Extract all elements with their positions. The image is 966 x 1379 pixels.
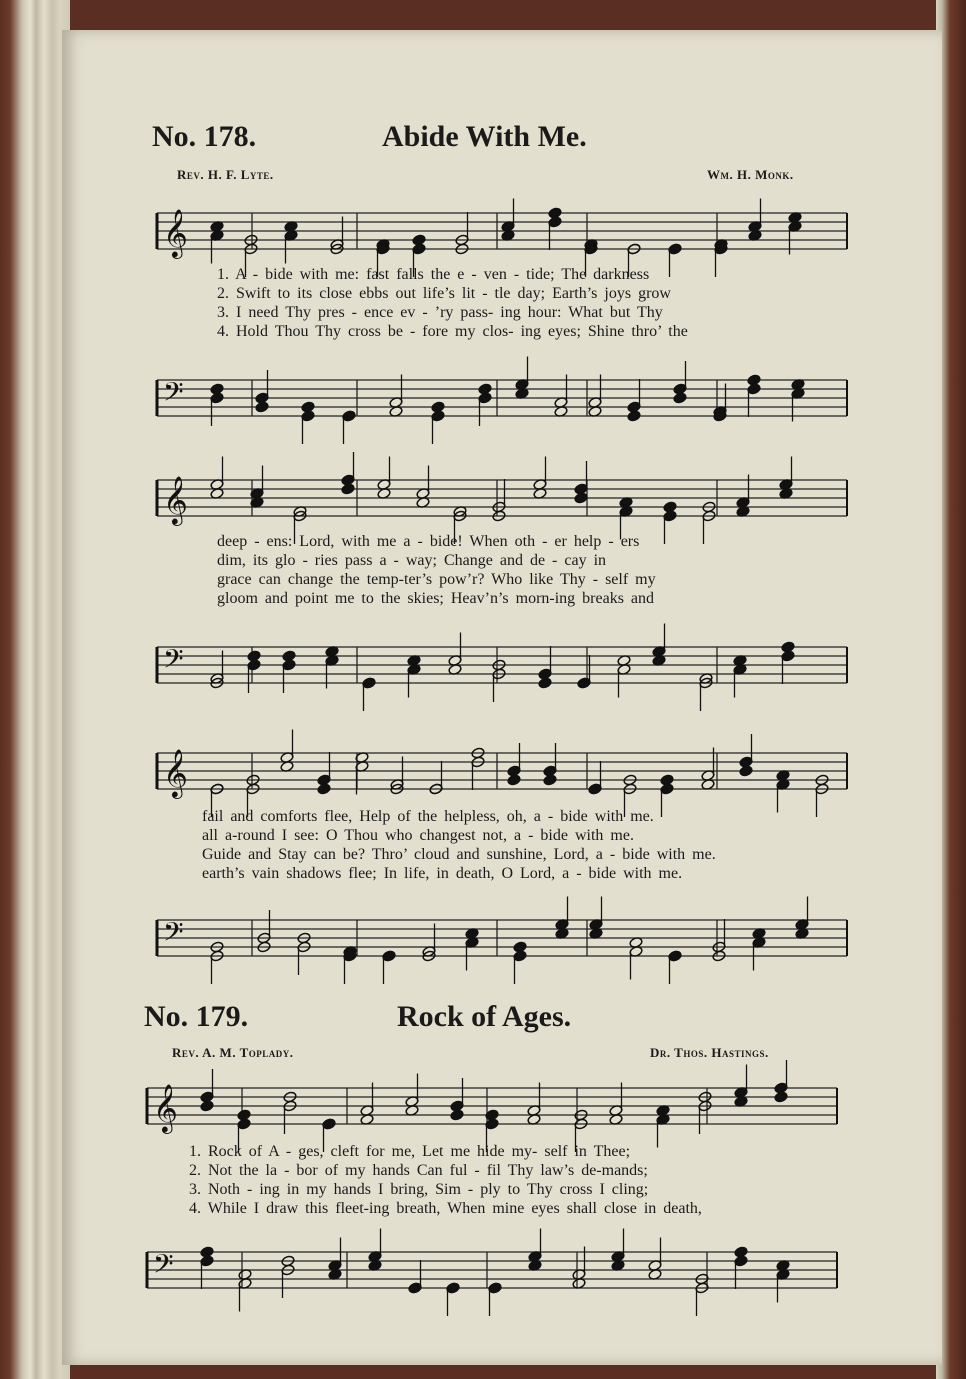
note-head: [507, 774, 521, 786]
treble-staff: [157, 470, 857, 530]
music-system: [147, 1070, 847, 1320]
treble-clef-icon: 𝄞: [153, 1083, 178, 1132]
hymn-179-header: [62, 1000, 942, 1046]
book-spine-edge: [0, 0, 70, 1379]
lyric-line: all a-round I see: O Thou who changest not, a - bide with me.: [202, 827, 634, 844]
lyrics-block: [189, 1142, 829, 1218]
lyric-line: 1. Rock of A - ges, cleft for me, Let me hide my- self in Thee;: [189, 1143, 631, 1160]
treble-clef-icon: 𝄞: [163, 475, 188, 524]
bass-staff: [157, 637, 857, 697]
lyric-line: 3. I need Thy pres - ence ev - ’ry pass- ing hour: What but Thy: [217, 304, 663, 321]
bass-staff: [157, 370, 857, 430]
hymn-number: No. 179.: [144, 1000, 249, 1033]
lyric-line: 4. Hold Thou Thy cross be - fore my clos- ing eyes; Shine thro’ the: [217, 323, 688, 340]
note-head: [255, 401, 269, 413]
bass-clef-icon: 𝄢: [163, 916, 184, 954]
lyric-line: gloom and point me to the skies; Heav’n’s morn-ing breaks and: [217, 590, 655, 607]
bass-clef-icon: 𝄢: [163, 376, 184, 414]
treble-clef-icon: 𝄞: [163, 208, 188, 257]
music-system: [157, 462, 857, 717]
treble-clef-icon: 𝄞: [163, 748, 188, 797]
lyric-line: 2. Not the la - bor of my hands Can ful - fil Thy law’s de-mands;: [189, 1162, 648, 1179]
bass-staff: [157, 910, 857, 970]
lyrics-block: [202, 807, 842, 883]
note-head: [627, 410, 641, 422]
note-head: [774, 1091, 788, 1103]
bass-clef-icon: 𝄢: [163, 643, 184, 681]
lyric-line: 2. Swift to its close ebbs out life’s lit - tle day; Earth’s joys grow: [217, 285, 671, 302]
lyric-line: 3. Noth - ing in my hands I bring, Sim - ply to Thy cross I cling;: [189, 1181, 649, 1198]
hymn-178-header: [62, 120, 942, 166]
note-head: [739, 765, 753, 777]
music-system: [157, 195, 857, 445]
lyric-line: grace can change the temp-ter’s pow’r? Who like Thy - self my: [217, 571, 656, 588]
lyric-line: 1. A - bide with me: fast falls the e - ven - tide; The darkness: [217, 266, 650, 283]
lyric-line: earth’s vain shadows flee; In life, in death, O Lord, a - bide with me.: [202, 865, 683, 882]
hymn-number: No. 178.: [152, 120, 257, 153]
lyric-line: 4. While I draw this fleet-ing breath, When mine eyes shall close in death,: [189, 1200, 702, 1217]
music-system: [157, 735, 857, 985]
treble-staff: [157, 203, 857, 263]
lyric-line: deep - ens: Lord, with me a - bide! When oth - er help - ers: [217, 533, 640, 550]
lyric-line: dim, its glo - ries pass a - way; Change and de - cay in: [217, 552, 607, 569]
note-head: [341, 483, 355, 495]
lyric-line: fail and comforts flee, Help of the helpless, oh, a - bide with me.: [202, 808, 654, 825]
hymnal-page: [62, 30, 942, 1365]
treble-staff: [147, 1078, 847, 1138]
hymn-title: Abide With Me.: [382, 120, 587, 153]
hymn-title: Rock of Ages.: [397, 1000, 572, 1033]
note-head: [317, 783, 331, 795]
lyrics-block: [217, 265, 857, 341]
note-head: [450, 1109, 464, 1121]
note-head: [673, 392, 687, 404]
note-head: [543, 774, 557, 786]
bass-staff: [147, 1242, 847, 1302]
music-credit: Wm. H. Monk.: [707, 167, 794, 182]
words-credit: Rev. H. F. Lyte.: [177, 167, 274, 182]
lyric-line: Guide and Stay can be? Thro’ cloud and sunshine, Lord, a - bide with me.: [202, 846, 716, 863]
words-credit: Rev. A. M. Toplady.: [172, 1045, 294, 1060]
note-head: [538, 677, 552, 689]
lyrics-block: [217, 532, 857, 608]
treble-staff: [157, 743, 857, 803]
note-head: [200, 1100, 214, 1112]
note-head: [574, 492, 588, 504]
bass-clef-icon: 𝄢: [153, 1248, 174, 1286]
music-credit: Dr. Thos. Hastings.: [650, 1045, 769, 1060]
